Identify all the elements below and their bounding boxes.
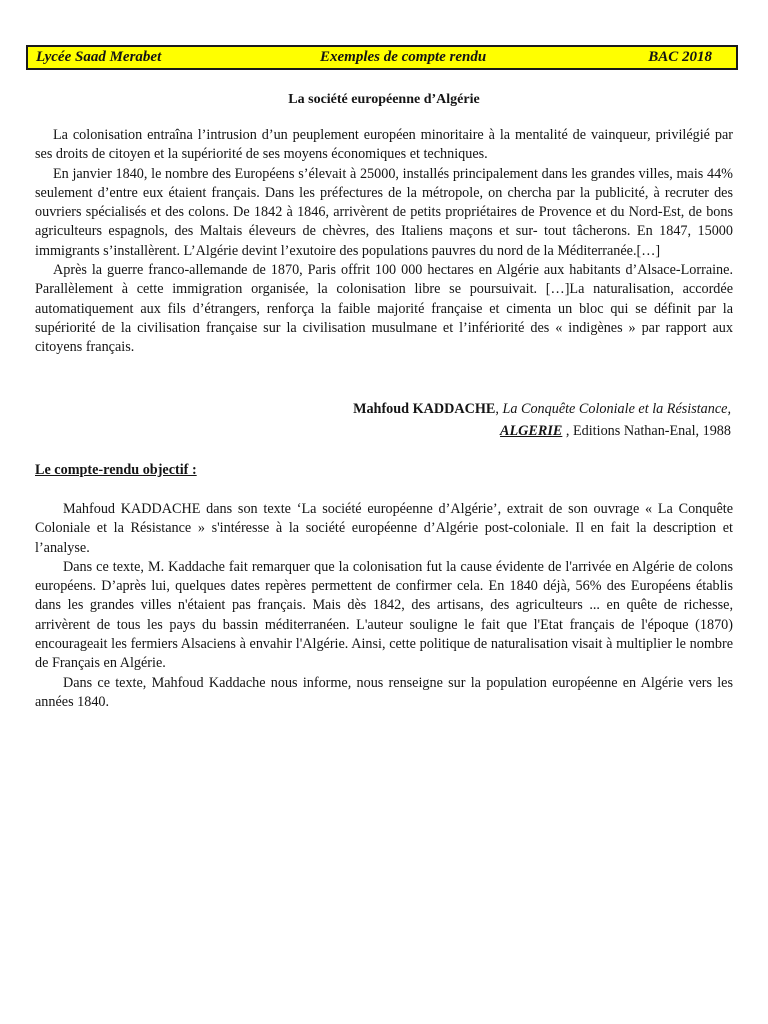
citation-country: ALGERIE xyxy=(500,423,563,439)
source-paragraph-3: Après la guerre franco-allemande de 1870, Paris offrit 100 000 hectares en Algérie aux habitants d’Alsace-Lorraine. Parallèlement à cette immigration organisée, la colonisation libre se poursuivait. […]La naturalisation, accordée automatiquement aux fils d’étrangers, renforça la faible majorité française et cimenta un bloc qui se définit par la supériorité de la civilisation française sur la civilisation musulmane et l’infériorité des « indigènes » par rapport aux citoyens français. xyxy=(35,262,733,356)
summary-text xyxy=(35,500,733,712)
citation-author: Mahfoud KADDACHE xyxy=(353,401,496,417)
source-paragraph-1: La colonisation entraîna l’intrusion d’un peuplement européen minoritaire à la mentalité de vainqueur, privilégié par ses droits de citoyen et la supériorité de ses moyens économiques et techniques. xyxy=(35,127,733,163)
summary-paragraph-3: Dans ce texte, Mahfoud Kaddache nous informe, nous renseigne sur la population européenne en Algérie vers les années 1840. xyxy=(35,674,733,710)
summary-paragraph-2: Dans ce texte, M. Kaddache fait remarquer que la colonisation fut la cause évidente de l'arrivée en Algérie de colons européens. D’après lui, quelques dates repères permettent de confirmer cela. En 1840 déjà, 56% des Européens établis dans les grandes villes n'étaient pas français. Mais dès 1842, des artisans, des agriculteurs ... en quête de richesse, arrivèrent de tous les pays du bassin méditerranéen. L'auteur souligne le fait que l'Etat français de l'époque (1870) encourageait les fermiers Alsaciens à envahir l'Algérie. Ainsi, cette politique de naturalisation visait à multiplier le nombre de Français en Algérie. xyxy=(35,558,733,672)
header-bar xyxy=(26,45,738,70)
summary-paragraph-1: Mahfoud KADDACHE dans son texte ‘La société européenne d’Algérie’, extrait de son ouvrage « La Conquête Coloniale et la Résistance » s'intéresse à la société européenne d’Algérie post-coloniale. Il en fait la description et l’analyse. xyxy=(35,501,733,556)
exam-label: BAC 2018 xyxy=(648,49,712,65)
document-subject: Exemples de compte rendu xyxy=(320,49,487,65)
citation-book: La Conquête Coloniale et la Résistance, xyxy=(502,401,731,417)
citation: Mahfoud KADDACHE, La Conquête Coloniale et la Résistance, ALGERIE , Editions Nathan-Enal, 1988 xyxy=(353,401,731,439)
summary-heading: Le compte-rendu objectif : xyxy=(35,462,197,478)
source-text xyxy=(35,126,733,358)
citation-publisher: , Editions Nathan-Enal, 1988 xyxy=(562,423,731,439)
text-title: La société européenne d’Algérie xyxy=(288,92,480,107)
school-name: Lycée Saad Merabet xyxy=(36,49,162,65)
source-paragraph-2: En janvier 1840, le nombre des Européens s’élevait à 25000, installés principalement dans les grandes villes, mais 44% seulement d’entre eux étaient français. Dans les préfectures de la métropole, on chercha par la publicité, à recruter des ouvriers spécialisés et des colons. De 1842 à 1846, arrivèrent de petits propriétaires de Provence et du Nord-Est, de bons agriculteurs espagnols, des Maltais éleveurs de chèvres, des Italiens maçons et sur- tout tâcherons. En 1847, 15000 immigrants s’installèrent. L’Algérie devint l’exutoire des populations pauvres du nord de la Méditerranée.[…] xyxy=(35,165,733,259)
